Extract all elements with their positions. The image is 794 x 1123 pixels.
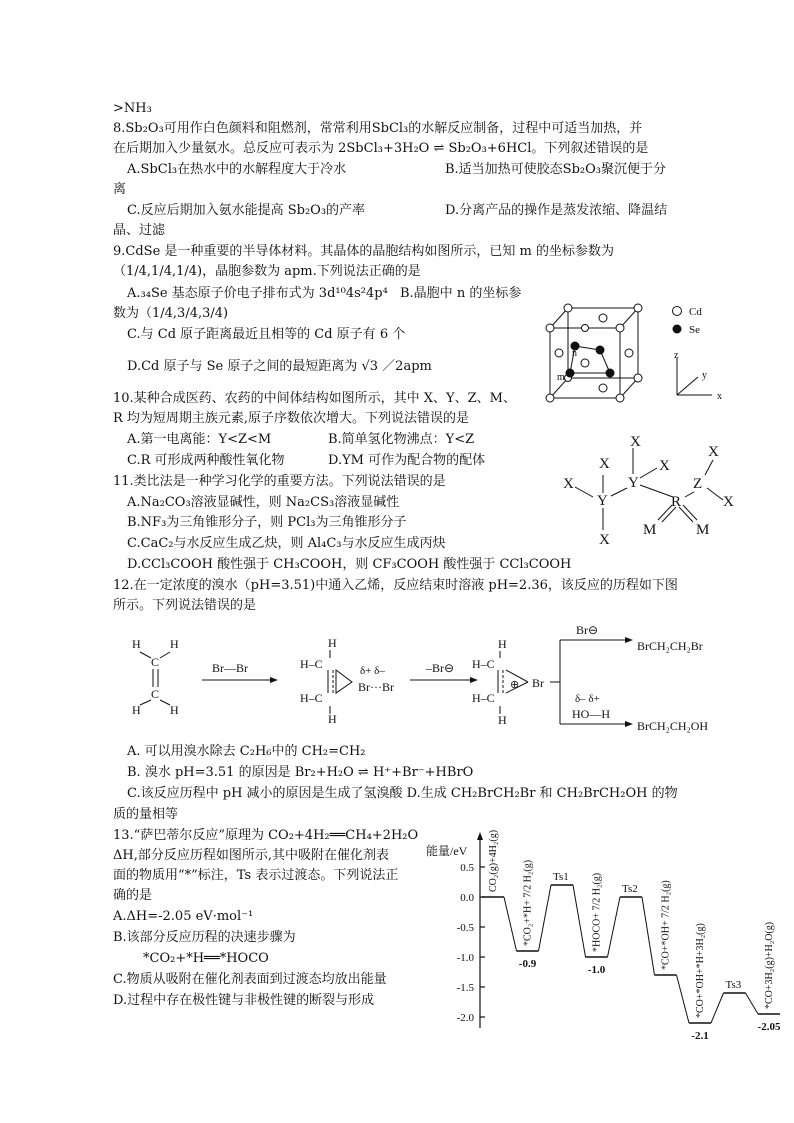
value-label: -0.9 bbox=[518, 958, 537, 970]
y-tick-label: 0.0 bbox=[460, 892, 474, 904]
q13-stem: 确的是 bbox=[113, 888, 153, 903]
atom-h: H bbox=[170, 703, 179, 717]
value-label: -1.0 bbox=[587, 964, 606, 976]
atom-c: C bbox=[151, 687, 160, 701]
q9-option-a: A.₃₄Se 基态原子价电子排布式为 3d¹⁰4s²4p⁴ bbox=[127, 286, 388, 301]
q10-option-b: B.简单氢化物沸点：Y<Z bbox=[328, 432, 475, 447]
q12-stem: 所示。下列说法错误的是 bbox=[113, 598, 257, 613]
q13-stem: ΔH,部分反应历程如图所示,其中吸附在催化剂表 bbox=[113, 848, 389, 863]
q9-option-b-cont: 数为（1/4,3/4,3/4) bbox=[113, 306, 229, 321]
energy-connector bbox=[539, 885, 552, 951]
q12-option-a: A. 可以用溴水除去 C₂H₆中的 CH₂=CH₂ bbox=[127, 744, 366, 759]
energy-connector bbox=[573, 885, 586, 957]
text-line: >NH₃ bbox=[113, 101, 152, 116]
atom-h: H bbox=[328, 636, 337, 650]
q8-stem: 8.Sb₂O₃可用作白色颜料和阻燃剂，常常利用SbCl₃的水解反应制备，过程中可适当加热，并 bbox=[113, 121, 643, 136]
atom-h: H bbox=[170, 637, 179, 651]
fragment-hc: H–C bbox=[472, 691, 495, 705]
atom-h: H bbox=[498, 637, 507, 651]
y-tick-label: -2.0 bbox=[456, 1012, 474, 1024]
state-label: Ts3 bbox=[725, 979, 742, 991]
q10-option-a: A.第一电离能：Y<Z<M bbox=[127, 432, 272, 447]
q8-option-d-cont: 晶、过滤 bbox=[113, 223, 166, 238]
q13-option-b: B.该部分反应历程的决速步骤为 bbox=[113, 930, 296, 945]
fragment-hc: H–C bbox=[300, 657, 323, 671]
atom-r: R bbox=[671, 494, 682, 510]
energy-connector bbox=[608, 897, 621, 957]
q10-option-c: C.R 可形成两种酸性氧化物 bbox=[127, 453, 285, 468]
state-label: *CO₂+*H+ 7/2 H₂(g) bbox=[522, 859, 534, 946]
q11-stem: 11.类比法是一种学习化学的重要方法。下列说法错误的是 bbox=[113, 474, 446, 489]
atom-m: M bbox=[696, 522, 710, 538]
value-label: -2.05 bbox=[757, 1021, 781, 1033]
y-tick-label: -0.5 bbox=[456, 922, 474, 934]
q11-option-a: A.Na₂CO₃溶液显碱性，则 Na₂CS₃溶液显碱性 bbox=[127, 495, 400, 510]
q8-option-b-cont: 离 bbox=[113, 182, 127, 197]
atom-y: Y bbox=[628, 475, 639, 491]
q8-stem: 在后期加入少量氨水。总反应可表示为 2SbCl₃+3H₂O ⇌ Sb₂O₃+6HCl。下列叙述错误的是 bbox=[113, 141, 649, 156]
energy-profile-chart bbox=[420, 808, 781, 1042]
bromide-ion: Br⊖ bbox=[576, 623, 599, 637]
q10-option-d: D.YM 可作为配合物的配体 bbox=[328, 453, 486, 468]
atom-c: C bbox=[151, 655, 160, 669]
q9-stem: 9.CdSe 是一种重要的半导体材料。其晶体的晶胞结构如图所示，已知 m 的坐标参数为 bbox=[113, 244, 614, 259]
state-label: Ts2 bbox=[622, 883, 638, 895]
q11-option-c: C.CaC₂与水反应生成乙炔，则 Al₄C₃与水反应生成丙炔 bbox=[127, 536, 446, 551]
q9-option-b: B.晶胞中 n 的坐标参 bbox=[400, 286, 522, 301]
value-label: -2.1 bbox=[691, 1030, 709, 1042]
q11-option-b: B.NF₃为三角锥形分子，则 PCl₃为三角锥形分子 bbox=[127, 515, 407, 530]
y-tick-label: -1.0 bbox=[456, 952, 474, 964]
q8-option-b: B.适当加热可使胶态Sb₂O₃聚沉便于分 bbox=[445, 162, 666, 177]
atom-z: Z bbox=[693, 476, 703, 492]
q8-option-d: D.分离产品的操作是蒸发浓缩、降温结 bbox=[445, 203, 668, 218]
q12-option-b: B. 溴水 pH=3.51 的原因是 Br₂+H₂O ⇌ H⁺+Br⁻+HBrO bbox=[127, 765, 474, 780]
crystal-cell-figure bbox=[540, 298, 740, 410]
energy-connector bbox=[746, 993, 759, 1014]
q9-option-c: C.与 Cd 原子距离最近且相等的 Cd 原子有 6 个 bbox=[127, 327, 406, 342]
atom-x: X bbox=[630, 434, 641, 450]
reagent-br2: Br—Br bbox=[212, 661, 248, 675]
reaction-mechanism bbox=[120, 620, 740, 738]
axis-y-label: y bbox=[702, 370, 707, 381]
q13-option-b-cont: *CO₂+*H══*HOCO bbox=[143, 951, 269, 966]
q9-option-d: D.Cd 原子与 Se 原子之间的最短距离为 √3 ／2apm bbox=[127, 359, 432, 374]
q8-option-a: A.SbCl₃在热水中的水解程度大于冷水 bbox=[127, 162, 347, 177]
atom-x: X bbox=[659, 458, 670, 474]
legend-se: Se bbox=[689, 324, 700, 336]
water-molecule: HO—H bbox=[572, 707, 610, 721]
reagent-minus-br: –Br⊖ bbox=[426, 661, 455, 675]
product-dibromide: BrCH₂CH₂Br bbox=[637, 639, 703, 653]
energy-connector bbox=[711, 993, 724, 1023]
y-tick-label: -1.5 bbox=[456, 982, 474, 994]
q9-stem: （1/4,1/4,1/4)，晶胞参数为 apm.下列说法正确的是 bbox=[113, 264, 421, 279]
axis-z-label: z bbox=[674, 350, 679, 361]
atom-h: H bbox=[132, 637, 141, 651]
state-label: *CO+3H₂(g)+H₂O(g) bbox=[764, 921, 775, 1009]
atom-x: X bbox=[563, 476, 574, 492]
q10-stem: 10.某种合成医药、农药的中间体结构如图所示，其中 X、Y、Z、M、 bbox=[113, 391, 516, 406]
legend-cd: Cd bbox=[689, 306, 702, 318]
q11-option-d: D.CCl₃COOH 酸性强于 CH₃COOH，则 CF₃COOH 酸性强于 CCl₃COOH bbox=[127, 557, 572, 572]
product-bromoethanol: BrCH₂CH₂OH bbox=[637, 719, 709, 733]
bromine-pi: Br···Br bbox=[358, 680, 394, 694]
y-tick-label: 0.5 bbox=[460, 862, 474, 874]
state-label: Ts1 bbox=[553, 871, 569, 883]
q10-stem: R 均为短周期主族元素,原子序数依次增大。下列说法错误的是 bbox=[113, 411, 470, 426]
atom-x: X bbox=[599, 456, 610, 472]
q12-option-c: C.该反应历程中 pH 减小的原因是生成了氢溴酸 D.生成 CH₂BrCH₂Br 和 CH₂BrCH₂OH 的物 bbox=[127, 786, 678, 801]
energy-connector bbox=[642, 897, 655, 975]
atom-h: H bbox=[132, 703, 141, 717]
atom-y: Y bbox=[597, 493, 608, 509]
positive-charge: ⊕ bbox=[510, 679, 520, 691]
partial-charges: δ+ δ– bbox=[360, 665, 385, 677]
state-label: *CO+*OH+ 7/2 H₂(g) bbox=[660, 880, 672, 970]
energy-connector bbox=[677, 975, 690, 1023]
atom-x: X bbox=[723, 494, 734, 510]
state-label: *HOCO+ 7/2 H₂(g) bbox=[591, 872, 603, 952]
axis-x-label: x bbox=[717, 391, 722, 402]
q13-option-d: D.过程中存在极性键与非极性键的断裂与形成 bbox=[113, 993, 375, 1008]
q13-option-c: C.物质从吸附在催化剂表面到过渡态均放出能量 bbox=[113, 972, 387, 987]
atom-x: X bbox=[708, 444, 719, 460]
fragment-hc: H–C bbox=[472, 657, 495, 671]
atom-br: Br bbox=[532, 676, 544, 690]
q13-option-a: A.ΔH=-2.05 eV·mol⁻¹ bbox=[113, 909, 254, 924]
q12-stem: 12.在一定浓度的溴水（pH=3.51)中通入乙烯，反应结束时溶液 pH=2.36，该反应的历程如下图 bbox=[113, 578, 678, 593]
q13-stem: 面的物质用“*”标注，Ts 表示过渡态。下列说法正 bbox=[113, 868, 399, 883]
atom-m: M bbox=[643, 522, 657, 538]
atom-h: H bbox=[328, 712, 337, 726]
atom-label-n: n bbox=[572, 348, 577, 359]
atom-x: X bbox=[599, 532, 610, 548]
partial-charges: δ– δ+ bbox=[575, 693, 600, 705]
energy-connector bbox=[504, 897, 517, 951]
state-label: CO₂(g)+4H₂(g) bbox=[488, 829, 499, 892]
atom-h: H bbox=[498, 713, 507, 727]
atom-label-m: m bbox=[557, 372, 565, 383]
q12-option-cont: 质的量相等 bbox=[113, 807, 179, 822]
fragment-hc: H–C bbox=[300, 691, 323, 705]
q8-option-c: C.反应后期加入氨水能提高 Sb₂O₃的产率 bbox=[127, 203, 366, 218]
q13-stem: 13.“萨巴蒂尔反应”原理为 CO₂+4H₂══CH₄+2H₂O bbox=[113, 828, 419, 843]
molecule-structure bbox=[555, 430, 750, 560]
state-label: *CO+*OH+*H+3H₂(g) bbox=[695, 923, 706, 1018]
y-axis-label: 能量/eV bbox=[426, 844, 468, 858]
